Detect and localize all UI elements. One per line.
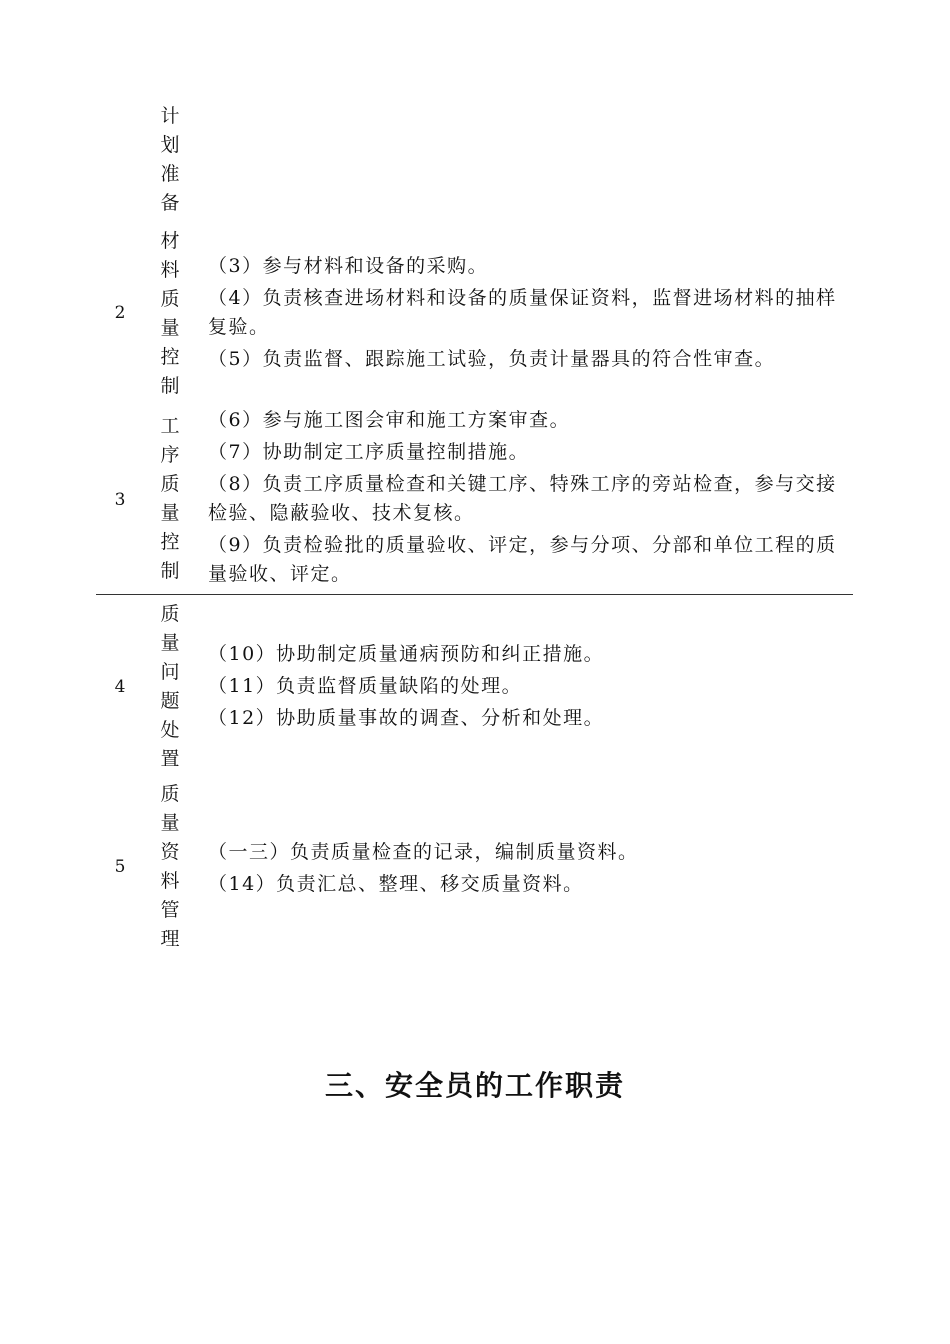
- duty-item: （8）负责工序质量检查和关键工序、特殊工序的旁站检查，参与交接检验、隐蔽验收、技术复核。: [208, 473, 837, 524]
- category-row-3: [150, 412, 190, 586]
- duty-item: （14）负责汇总、整理、移交质量资料。: [208, 873, 584, 895]
- duty-item: （3）参与材料和设备的采购。: [208, 255, 489, 277]
- category-char: 资: [160, 841, 180, 863]
- category-char: 理: [160, 928, 180, 950]
- category-row-2: [150, 227, 190, 401]
- duty-item: （10）协助制定质量通病预防和纠正措施。: [208, 643, 605, 665]
- duty-list-row-2: [208, 252, 848, 377]
- category-row-5: [150, 780, 190, 954]
- category-char: 料: [160, 259, 180, 281]
- category-char: 处: [160, 719, 180, 741]
- category-char: 准: [160, 163, 180, 185]
- duty-item: （4）负责核查进场材料和设备的质量保证资料，监督进场材料的抽样复验。: [208, 287, 837, 338]
- category-char: 划: [160, 134, 180, 156]
- row-number: 2: [114, 303, 126, 323]
- duty-item: （12）协助质量事故的调查、分析和处理。: [208, 707, 605, 729]
- category-char: 量: [160, 502, 180, 524]
- category-char: 置: [160, 748, 180, 770]
- category-char: 质: [160, 288, 180, 310]
- category-char: 控: [160, 531, 180, 553]
- duty-item: （7）协助制定工序质量控制措施。: [208, 441, 530, 463]
- category-char: 题: [160, 690, 180, 712]
- category-char: 计: [160, 105, 180, 127]
- duty-item: （6）参与施工图会审和施工方案审查。: [208, 409, 571, 431]
- category-char: 质: [160, 603, 180, 625]
- category-char: 问: [160, 661, 180, 683]
- category-char: 料: [160, 870, 180, 892]
- duty-list-row-5: [208, 838, 848, 902]
- duty-item: （一三）负责质量检查的记录，编制质量资料。: [208, 841, 639, 863]
- duty-list-row-4: [208, 640, 848, 736]
- category-char: 量: [160, 317, 180, 339]
- category-char: 质: [160, 783, 180, 805]
- category-row-1: [150, 102, 190, 218]
- category-row-4: [150, 600, 190, 774]
- category-char: 工: [160, 415, 180, 437]
- duty-list-row-3: [208, 406, 848, 592]
- category-char: 制: [160, 560, 180, 582]
- section-heading: 三、安全员的工作职责: [324, 1069, 625, 1102]
- category-char: 序: [160, 444, 180, 466]
- row-number: 4: [114, 677, 126, 697]
- duty-item: （11）负责监督质量缺陷的处理。: [208, 675, 523, 697]
- category-char: 材: [160, 230, 180, 252]
- category-char: 量: [160, 632, 180, 654]
- category-char: 质: [160, 473, 180, 495]
- table-divider: [96, 594, 853, 595]
- duty-item: （9）负责检验批的质量验收、评定，参与分项、分部和单位工程的质量验收、评定。: [208, 534, 837, 585]
- category-char: 管: [160, 899, 180, 921]
- row-number: 5: [114, 857, 126, 877]
- category-char: 制: [160, 375, 180, 397]
- category-char: 控: [160, 346, 180, 368]
- row-number: 3: [114, 490, 126, 510]
- duty-item: （5）负责监督、跟踪施工试验，负责计量器具的符合性审查。: [208, 348, 776, 370]
- category-char: 备: [160, 192, 180, 214]
- category-char: 量: [160, 812, 180, 834]
